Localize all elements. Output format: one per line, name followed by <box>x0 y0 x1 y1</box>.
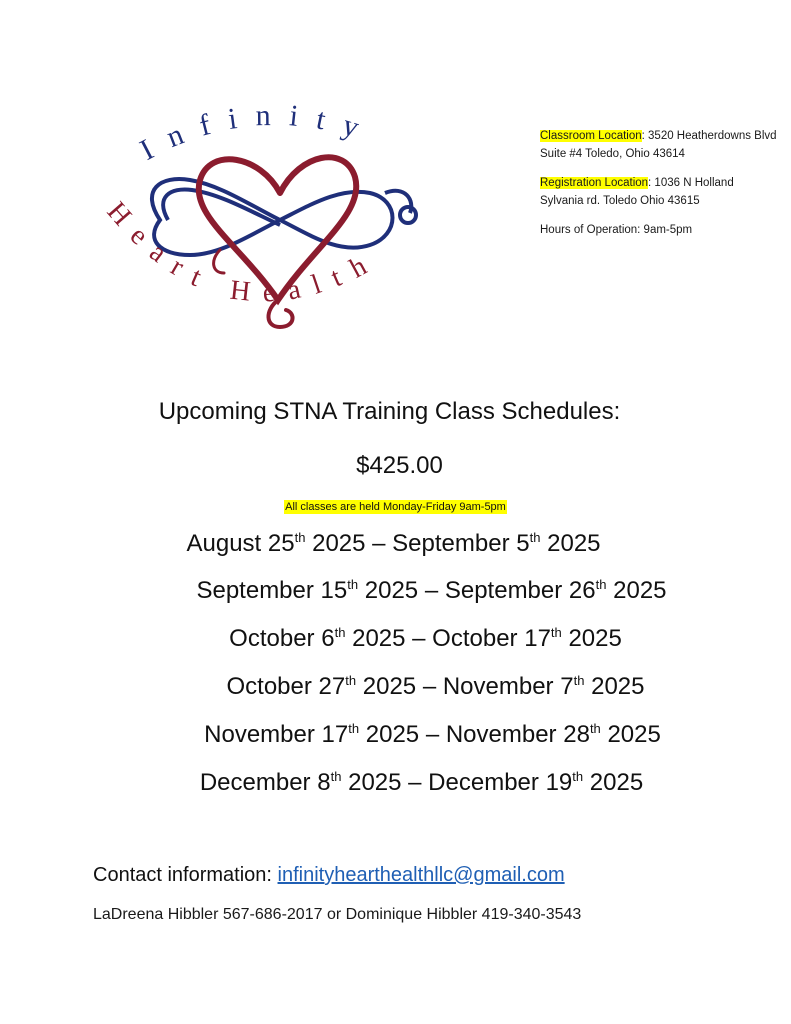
schedule-row: August 25th 2025 – September 5th 2025 <box>186 530 601 557</box>
end-day: 17 <box>524 625 551 652</box>
start-month: December <box>199 769 311 796</box>
registration-address: : 1036 N Holland Sylvania rd. Toledo Ohio 43615 <box>540 177 734 207</box>
schedule-row: December 8th 2025 – December 19th 2025 <box>199 769 644 796</box>
schedule-note <box>0 501 791 513</box>
end-suffix: th <box>550 625 562 640</box>
contact-label: Contact information: <box>93 864 278 886</box>
start-suffix: th <box>345 673 357 688</box>
contact-phones: LaDreena Hibbler 567-686-2017 or Dominique Hibbler 419-340-3543 <box>93 906 582 923</box>
end-day: 26 <box>568 577 596 604</box>
start-day: 8 <box>317 769 331 796</box>
end-month: December <box>428 769 539 796</box>
end-month: October <box>432 625 518 652</box>
hours-of-operation: Hours of Operation: 9am-5pm <box>540 224 693 236</box>
page-title: Upcoming STNA Training Class Schedules: <box>158 398 621 425</box>
end-day: 19 <box>545 769 573 796</box>
end-year: 2025 <box>547 530 601 557</box>
start-suffix: th <box>294 530 306 545</box>
start-suffix: th <box>347 577 359 592</box>
registration-location <box>540 174 780 210</box>
classroom-location <box>540 127 780 163</box>
end-month: September <box>444 577 563 604</box>
company-logo <box>100 95 465 335</box>
schedule-note-text: All classes are held Monday-Friday 9am-5pm <box>285 501 506 513</box>
start-day: 6 <box>321 625 335 652</box>
contact-information <box>93 864 565 887</box>
end-year: 2025 <box>591 673 645 700</box>
schedule-row: November 17th 2025 – November 28th 2025 <box>204 721 661 748</box>
start-year: 2025 <box>362 673 417 700</box>
end-month: November <box>442 673 554 700</box>
start-month: August <box>186 530 262 557</box>
start-day: 25 <box>267 530 295 557</box>
start-day: 27 <box>318 673 346 700</box>
start-month: November <box>204 721 315 748</box>
start-suffix: th <box>330 769 342 784</box>
classroom-address: : 3520 Heatherdowns Blvd Suite #4 Toledo, Ohio 43614 <box>540 130 777 160</box>
start-year: 2025 <box>364 577 419 604</box>
logo-text-bottom: Heart Health <box>100 196 385 310</box>
start-year: 2025 <box>312 530 366 557</box>
start-suffix: th <box>334 625 346 640</box>
start-year: 2025 <box>365 721 420 748</box>
end-year: 2025 <box>607 721 661 748</box>
start-suffix: th <box>348 721 360 736</box>
end-suffix: th <box>573 673 585 688</box>
classroom-label: Classroom Location <box>540 130 642 142</box>
start-month: September <box>196 577 314 604</box>
end-day: 5 <box>516 530 530 557</box>
email-link[interactable]: infinityhearthealthllc@gmail.com <box>277 864 565 886</box>
registration-label: Registration Location <box>540 177 649 189</box>
price: $425.00 <box>356 452 443 479</box>
end-suffix: th <box>572 769 584 784</box>
end-month: November <box>445 721 557 748</box>
end-suffix: th <box>595 577 607 592</box>
svg-text:Infinity <box>135 99 380 167</box>
end-year: 2025 <box>568 625 622 652</box>
logo-text-top: Infinity <box>134 98 381 167</box>
end-suffix: th <box>529 530 541 545</box>
start-year: 2025 <box>348 769 402 796</box>
end-day: 28 <box>563 721 590 748</box>
start-day: 17 <box>321 721 349 748</box>
end-month: September <box>392 530 510 557</box>
start-year: 2025 <box>352 625 406 652</box>
end-day: 7 <box>560 673 574 700</box>
start-month: October <box>226 673 312 700</box>
schedule-row: September 15th 2025 – September 26th 2025 <box>196 577 667 604</box>
location-info <box>540 127 780 250</box>
end-year: 2025 <box>589 769 644 796</box>
start-day: 15 <box>320 577 348 604</box>
end-suffix: th <box>589 721 601 736</box>
schedule-row: October 27th 2025 – November 7th 2025 <box>226 673 645 700</box>
infinity-heart-logo-graphic <box>100 95 465 335</box>
end-year: 2025 <box>613 577 667 604</box>
schedule-row: October 6th 2025 – October 17th 2025 <box>229 625 622 652</box>
start-month: October <box>229 625 315 652</box>
